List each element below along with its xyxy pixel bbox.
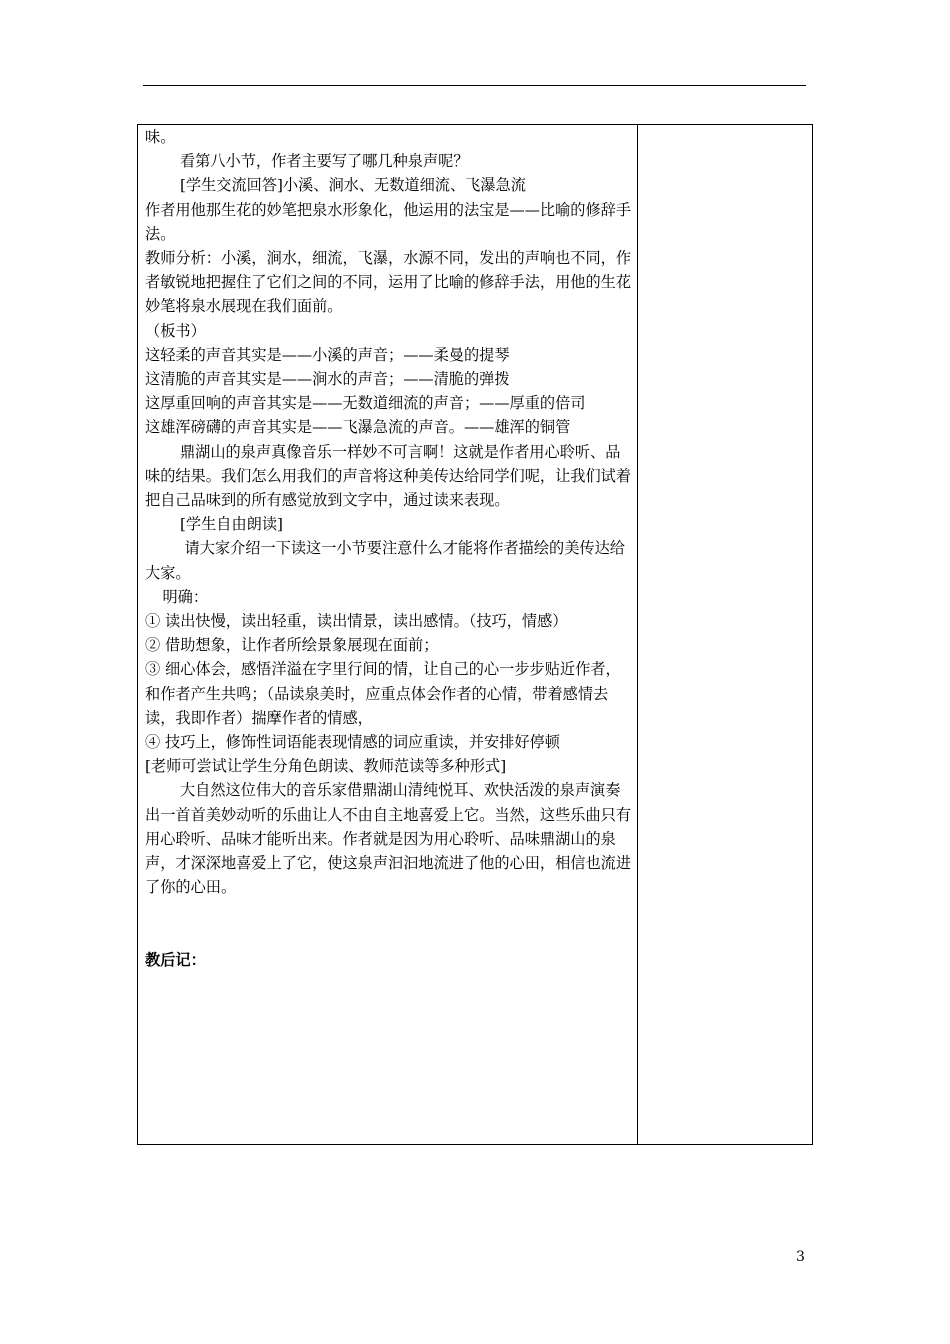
blackboard-line: 这轻柔的声音其实是——小溪的声音；——柔曼的提琴 [145, 345, 510, 364]
question-paragraph: 看第八小节，作者主要写了哪几种泉声呢？ [179, 152, 469, 171]
table-column-divider [637, 124, 638, 1145]
clarify-label: 明确： [162, 587, 209, 606]
blackboard-line: 这厚重回响的声音其实是——无数道细流的声音；——厚重的倍司 [145, 394, 586, 413]
teacher-analysis: 教师分析：小溪，涧水，细流，飞瀑，水源不同，发出的声响也不同，作者敏锐地把握住了它们之间的不同，运用了比喻的修辞手法，用他的生花妙笔将泉水展现在我们面前。 [145, 249, 631, 316]
list-item: ① 读出快慢，读出轻重，读出情景，读出感情。（技巧，情感） [145, 612, 568, 631]
blackboard-heading: （板书） [145, 321, 206, 340]
list-item: ② 借助想象，让作者所绘景象展现在面前； [145, 636, 439, 655]
blackboard-line: 这清脆的声音其实是——涧水的声音；——清脆的弹拨 [145, 370, 510, 389]
page-number: 3 [796, 1249, 805, 1265]
paragraph: 味。 [145, 128, 176, 146]
post-lesson-notes-heading: 教后记： [145, 950, 206, 969]
list-item: ③ 细心体会，感悟洋溢在字里行间的情，让自己的心一步步贴近作者，和作者产生共鸣；（品读泉美时，应重点体会作者的心情，带着感情去读，我即作者）揣摩作者的情感， [145, 660, 621, 727]
student-answer: [学生交流回答]小溪、涧水、无数道细流、飞瀑急流 [179, 176, 526, 195]
lesson-content-cell [145, 125, 631, 972]
paragraph: 鼎湖山的泉声真像音乐一样妙不可言啊！这就是作者用心聆听、品味的结果。我们怎么用我们的声音将这种美传达给同学们呢，让我们试着把自己品味到的所有感觉放到文字中，通过读来表现。 [145, 442, 631, 510]
closing-paragraph: 大自然这位伟大的音乐家借鼎湖山清纯悦耳、欢快活泼的泉声演奏出一首首美妙动听的乐曲让人不由自主地喜爱上它。当然，这些乐曲只有用心聆听、品味才能听出来。作者就是因为用心聆听、品味鼎湖山的泉声，才深深地喜爱上了它，使这泉声汩汩地流进了他的心田，相信也流进了你的心田。 [145, 781, 631, 897]
header-rule [143, 85, 806, 86]
paragraph: 作者用他那生花的妙笔把泉水形象化，他运用的法宝是——比喻的修辞手法。 [145, 200, 631, 243]
activity-note: [学生自由朗读] [179, 515, 283, 534]
spacer [145, 900, 631, 948]
list-item: ④ 技巧上，修饰性词语能表现情感的词应重读，并安排好停顿 [145, 733, 560, 752]
teacher-note: [老师可尝试让学生分角色朗读、教师范读等多种形式] [145, 757, 507, 776]
blackboard-line: 这雄浑磅礴的声音其实是——飞瀑急流的声音。——雄浑的铜管 [145, 418, 571, 437]
paragraph: 请大家介绍一下读这一小节要注意什么才能将作者描绘的美传达给大家。 [145, 539, 625, 582]
